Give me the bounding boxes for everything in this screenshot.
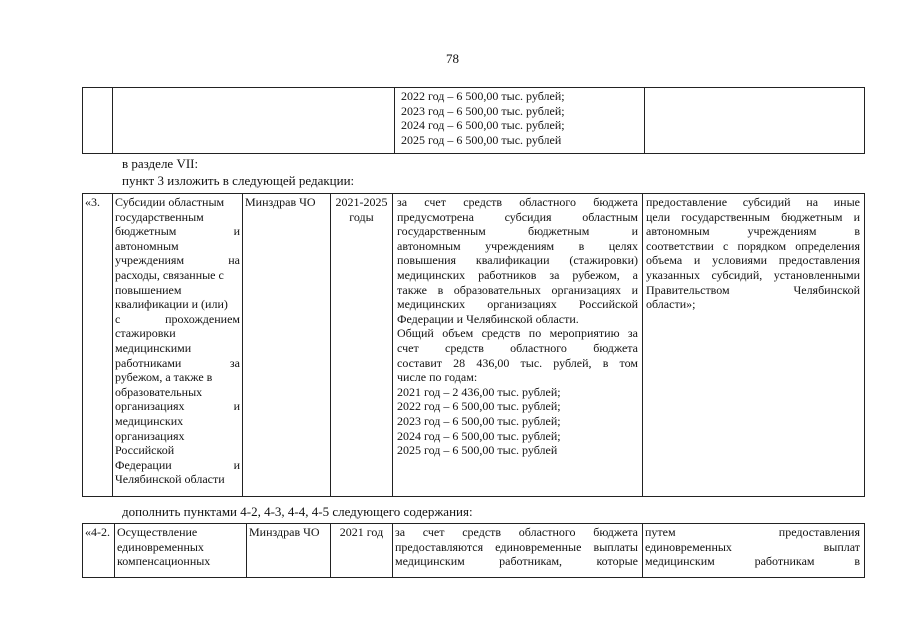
table-item-4-2 <box>82 523 865 578</box>
heading-section: в разделе VII: <box>122 156 199 171</box>
mechanism-line: Правительством Челябинской <box>646 282 860 297</box>
mechanism-line: цели государственным бюджетным и <box>646 209 860 224</box>
name-line: компенсационных <box>117 554 211 569</box>
mechanism-line: автономным учреждениям в <box>646 224 860 239</box>
item-name <box>113 194 243 497</box>
heading-item3: пункт 3 изложить в следующей редакции: <box>122 173 355 188</box>
name-line: рубежом, а также в <box>115 370 213 385</box>
mechanism-line: области»; <box>646 297 696 312</box>
description-line: 2021 год – 2 436,00 тыс. рублей; <box>397 384 561 399</box>
description-line: 2022 год – 6 500,00 тыс. рублей; <box>401 89 565 103</box>
table-row <box>83 88 865 154</box>
description-line: государственным бюджетным и <box>397 224 638 239</box>
item-name <box>115 524 247 578</box>
name-line: стажировки <box>115 326 176 341</box>
mechanism-line: путем предоставления <box>645 525 860 539</box>
mechanism-line: единовременных выплат <box>645 539 860 554</box>
name-line: медицинских <box>115 413 184 428</box>
description-line: 2025 год – 6 500,00 тыс. рублей <box>397 443 558 458</box>
description-line: медицинских организациях Российской <box>397 297 638 312</box>
description-line: 2024 год – 6 500,00 тыс. рублей; <box>401 118 565 133</box>
page-number: 78 <box>446 51 459 66</box>
name-line: с прохождением <box>115 311 240 326</box>
mechanism-line: предоставление субсидий на иные <box>646 195 860 209</box>
item-executor: Минздрав ЧО <box>247 524 331 578</box>
mechanism-line: указанных субсидий, установленными <box>646 267 860 282</box>
table-cell-description <box>395 88 645 154</box>
name-line: Субсидии областным <box>115 195 225 209</box>
name-line: организациях и <box>115 399 240 414</box>
table-cell-mechanism <box>645 88 865 154</box>
table-cell-num <box>83 88 113 154</box>
mechanism-line: соответствии с порядком определения <box>646 238 860 253</box>
name-line: квалификации и (или) <box>115 297 228 312</box>
description-line: 2023 год – 6 500,00 тыс. рублей; <box>401 103 565 118</box>
description-line: за счет средств областного бюджета <box>395 525 638 539</box>
name-line: бюджетным и <box>115 224 240 239</box>
description-line: 2024 год – 6 500,00 тыс. рублей; <box>397 428 561 443</box>
name-line: государственным <box>115 209 204 224</box>
term-line: 2021-2025 <box>335 195 388 209</box>
mechanism-line: медицинским работникам в <box>645 554 860 569</box>
item-term: 2021 год <box>331 524 393 578</box>
name-line: Осуществление <box>117 525 198 539</box>
item-description <box>393 524 643 578</box>
name-line: учреждениям на <box>115 253 240 268</box>
table-row <box>83 194 865 497</box>
description-line: повышения квалификации (стажировки) <box>397 253 638 268</box>
description-line: медицинских работников за рубежом, а <box>397 267 638 282</box>
name-line: Челябинской области <box>115 472 225 487</box>
item-executor: Минздрав ЧО <box>243 194 331 497</box>
table-cell-name <box>113 88 395 154</box>
description-line: также в образовательных организациях и <box>397 282 638 297</box>
item-mechanism <box>643 524 865 578</box>
name-line: Федерации и <box>115 457 240 472</box>
description-line: 2023 год – 6 500,00 тыс. рублей; <box>397 413 561 428</box>
description-line: 2022 год – 6 500,00 тыс. рублей; <box>397 399 561 414</box>
table-top-fragment <box>82 87 865 154</box>
term-line: годы <box>349 209 374 224</box>
description-line: Общий объем средств по мероприятию за <box>397 326 638 341</box>
table-row <box>83 524 865 578</box>
item-number: «4-2. <box>83 524 115 578</box>
name-line: медицинскими <box>115 340 192 355</box>
description-line: числе по годам: <box>397 370 478 385</box>
table-item-3 <box>82 193 865 497</box>
name-line: расходы, связанные с <box>115 267 224 282</box>
description-line: 2025 год – 6 500,00 тыс. рублей <box>401 132 562 147</box>
item-mechanism <box>643 194 865 497</box>
name-line: повышением <box>115 282 182 297</box>
description-line: автономным учреждениям в целях <box>397 238 638 253</box>
description-line: Федерации и Челябинской области. <box>397 311 579 326</box>
name-line: организациях <box>115 428 185 443</box>
name-line: единовременных <box>117 539 204 554</box>
description-line: счет средств областного бюджета <box>397 340 638 355</box>
description-line: за счет средств областного бюджета <box>397 195 638 209</box>
item-description <box>393 194 643 497</box>
name-line: Российской <box>115 443 175 458</box>
description-line: составит 28 436,00 тыс. рублей, в том <box>397 355 638 370</box>
item-term <box>331 194 393 497</box>
mechanism-line: объема и условиями предоставления <box>646 253 860 268</box>
heading-items-add: дополнить пунктами 4-2, 4-3, 4-4, 4-5 следующего содержания: <box>122 504 473 519</box>
description-line: предусмотрена субсидия областным <box>397 209 638 224</box>
description-line: медицинским работникам, которые <box>395 554 638 569</box>
item-number: «3. <box>83 194 113 497</box>
name-line: автономным <box>115 238 179 253</box>
description-line: предоставляются единовременные выплаты <box>395 539 638 554</box>
name-line: образовательных <box>115 384 203 399</box>
name-line: работниками за <box>115 355 240 370</box>
